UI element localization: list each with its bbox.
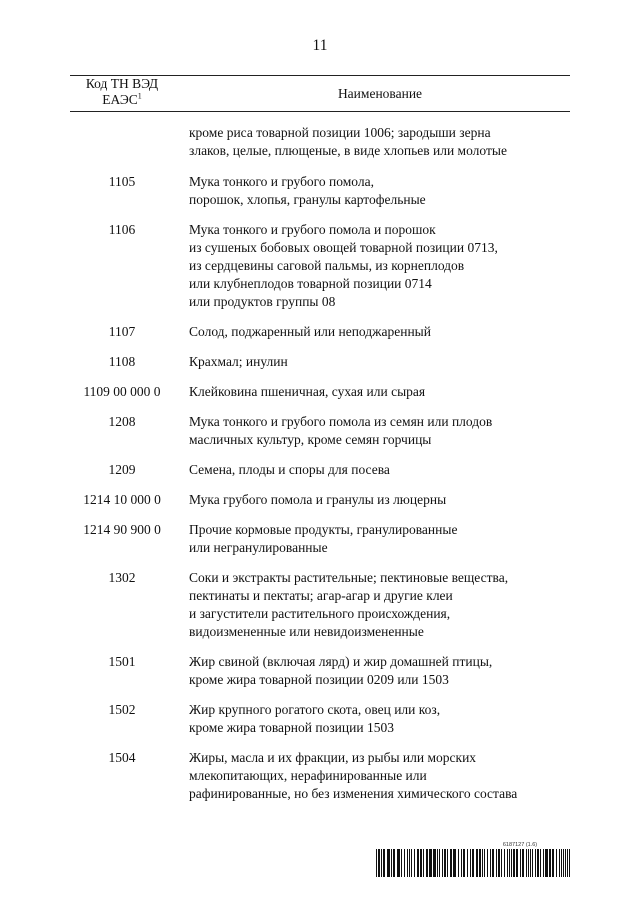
table-row — [70, 461, 570, 479]
table-row — [70, 323, 570, 341]
product-name-line: Мука грубого помола и гранулы из люцерны — [189, 492, 447, 507]
product-name-line: Жир крупного рогатого скота, овец или коз, — [189, 702, 441, 717]
header-code-footnote: 1 — [137, 91, 142, 101]
tariff-code: 1209 — [108, 462, 136, 477]
product-name-line: или продуктов группы 08 — [189, 294, 336, 309]
header-code-column — [70, 76, 174, 108]
product-name-line: Семена, плоды и споры для посева — [189, 462, 390, 477]
tariff-code: 1214 10 000 0 — [83, 492, 161, 507]
product-name-line: видоизмененные или невидоизмененные — [189, 624, 424, 639]
product-name-line: кроме жира товарной позиции 0209 или 1503 — [189, 672, 449, 687]
table-row — [70, 124, 570, 160]
barcode-icon — [376, 849, 570, 877]
product-name-line: Жиры, масла и их фракции, из рыбы или морских — [189, 750, 477, 765]
tariff-code: 1108 — [108, 354, 136, 369]
product-name — [182, 701, 570, 737]
product-name-line: Мука тонкого и грубого помола, — [189, 174, 374, 189]
product-name-line: из сушеных бобовых овощей товарной позиции 0713, — [189, 240, 498, 255]
product-name-line: масличных культур, кроме семян горчицы — [189, 432, 432, 447]
product-name — [182, 491, 570, 509]
table-row — [70, 173, 570, 209]
product-name — [182, 521, 570, 557]
product-name-line: злаков, целые, плющеные, в виде хлопьев или молотые — [189, 143, 507, 158]
product-name-line: Прочие кормовые продукты, гранулированные — [189, 522, 458, 537]
product-name — [182, 653, 570, 689]
table-body — [70, 124, 570, 815]
product-name-line: Мука тонкого и грубого помола и порошок — [189, 222, 436, 237]
product-name-line: Клейковина пшеничная, сухая или сырая — [189, 384, 426, 399]
product-name-line: Мука тонкого и грубого помола из семян или плодов — [189, 414, 493, 429]
product-name-line: Жир свиной (включая лярд) и жир домашней птицы, — [189, 654, 493, 669]
tariff-code: 1502 — [108, 702, 136, 717]
product-name-line: Соки и экстракты растительные; пектиновые вещества, — [189, 570, 509, 585]
product-name — [182, 221, 570, 311]
product-name-line: или негранулированные — [189, 540, 328, 555]
product-name — [182, 323, 570, 341]
product-name — [182, 173, 570, 209]
product-name-line: из сердцевины саговой пальмы, из корнеплодов — [189, 258, 465, 273]
product-name — [182, 383, 570, 401]
tariff-code: 1105 — [108, 174, 136, 189]
page-number: 11 — [312, 37, 328, 54]
table-row — [70, 653, 570, 689]
product-name — [182, 569, 570, 641]
table-row — [70, 413, 570, 449]
product-name-line: млекопитающих, нерафинированные или — [189, 768, 427, 783]
header-code-line1: Код ТН ВЭД — [85, 76, 159, 91]
product-name-line: порошок, хлопья, гранулы картофельные — [189, 192, 426, 207]
product-name-line: или клубнеплодов товарной позиции 0714 — [189, 276, 432, 291]
table-row — [70, 521, 570, 557]
product-name — [182, 461, 570, 479]
product-name — [182, 749, 570, 803]
product-name-line: кроме риса товарной позиции 1006; зародыши зерна — [189, 125, 491, 140]
table-header-rule — [70, 111, 570, 112]
table-row — [70, 701, 570, 737]
product-name-line: Крахмал; инулин — [189, 354, 288, 369]
product-name-line: рафинированные, но без изменения химического состава — [189, 786, 518, 801]
header-code-line2: ЕАЭС — [102, 92, 138, 107]
table-row — [70, 569, 570, 641]
product-name — [182, 353, 570, 371]
product-name — [182, 413, 570, 449]
tariff-code: 1208 — [108, 414, 136, 429]
tariff-code: 1214 90 900 0 — [83, 522, 161, 537]
tariff-code: 1302 — [108, 570, 136, 585]
table-row — [70, 491, 570, 509]
table-row — [70, 749, 570, 803]
header-name-column: Наименование — [337, 86, 423, 101]
product-name-line: Солод, поджаренный или неподжаренный — [189, 324, 431, 339]
tariff-code: 1109 00 000 0 — [83, 384, 161, 399]
tariff-code: 1504 — [108, 750, 136, 765]
product-name — [182, 124, 570, 160]
table-row — [70, 221, 570, 311]
table-row — [70, 353, 570, 371]
product-name-line: кроме жира товарной позиции 1503 — [189, 720, 394, 735]
document-id: 6187127 (1.6) — [502, 842, 538, 848]
product-name-line: пектинаты и пектаты; агар-агар и другие клеи — [189, 588, 453, 603]
tariff-code: 1107 — [108, 324, 136, 339]
product-name-line: и загустители растительного происхождения, — [189, 606, 451, 621]
table-row — [70, 383, 570, 401]
tariff-code: 1501 — [108, 654, 136, 669]
tariff-code: 1106 — [108, 222, 136, 237]
